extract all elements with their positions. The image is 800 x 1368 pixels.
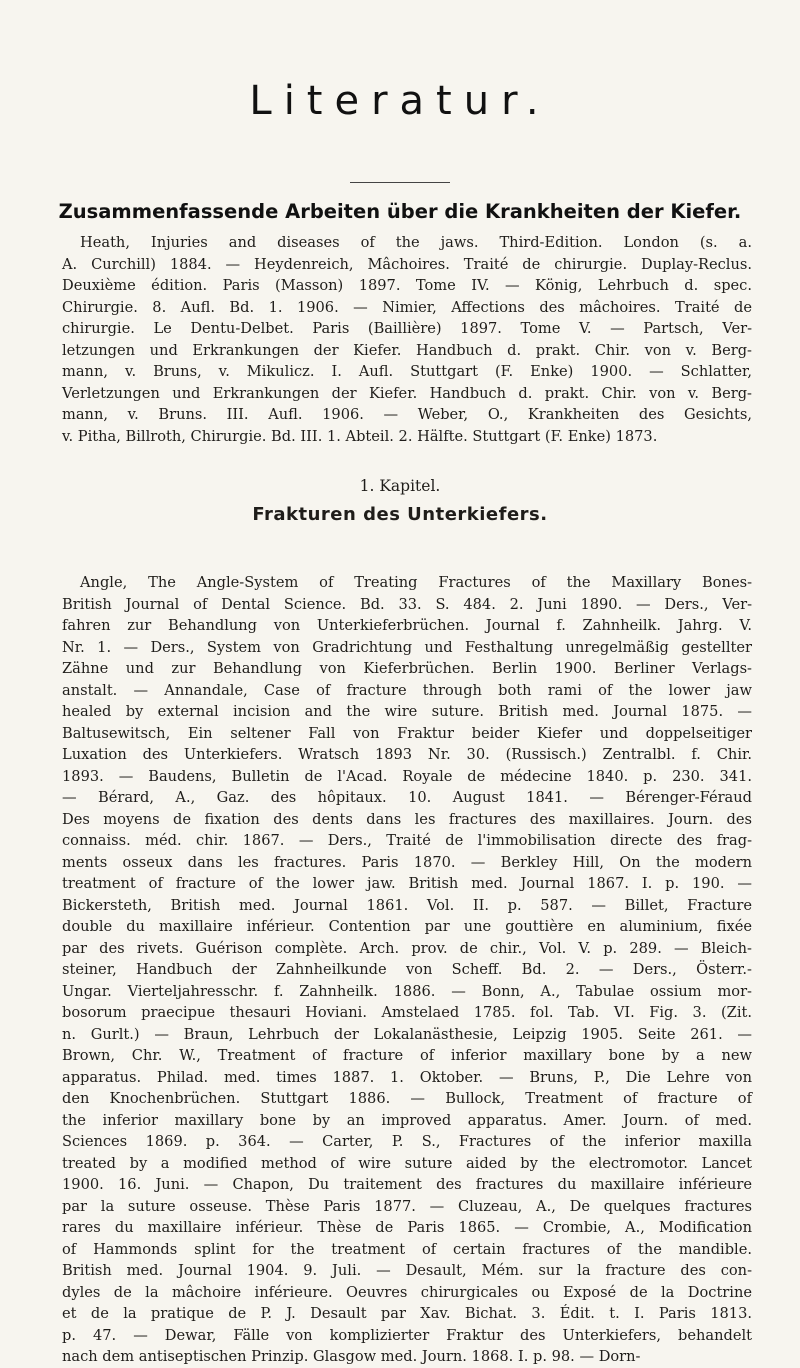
main-reference-line: of Hammonds splint for the treatment of certain fractures of the mandible. (62, 1240, 752, 1258)
main-reference-line: Bickersteth, British med. Journal 1861. Vol. II. p. 587. — Billet, Fracture (62, 896, 752, 914)
main-reference-line: Brown, Chr. W., Treatment of fracture of inferior maxillary bone by a new (62, 1047, 752, 1064)
intro-reference-line: mann, v. Bruns. III. Aufl. 1906. — Weber, O., Krankheiten des Gesichts, (62, 406, 752, 423)
main-reference-line: treatment of fracture of the lower jaw. British med. Journal 1867. I. p. 190. — (62, 875, 752, 892)
main-reference-line: Sciences 1869. p. 364. — Carter, P. S., Fractures of the inferior maxilla (62, 1133, 752, 1150)
title-divider (350, 182, 450, 183)
main-reference-line: anstalt. — Annandale, Case of fracture through both rami of the lower jaw (62, 681, 752, 699)
main-reference-line: healed by external incision and the wire suture. British med. Journal 1875. — (62, 703, 752, 720)
intro-reference-line: Verletzungen und Erkrankungen der Kiefer. Handbuch d. prakt. Chir. von v. Berg- (62, 384, 752, 402)
chapter-title: Frakturen des Unterkiefers. (252, 504, 548, 525)
main-reference-line: fahren zur Behandlung von Unterkieferbrüchen. Journal f. Zahnheilk. Jahrg. V. (62, 617, 752, 634)
main-reference-line: Luxation des Unterkiefers. Wratsch 1893 Nr. 30. (Russisch.) Zentralbl. f. Chir. (62, 746, 752, 763)
intro-reference-line: mann, v. Bruns, v. Mikulicz. I. Aufl. Stuttgart (F. Enke) 1900. — Schlatter, (62, 363, 752, 380)
main-reference-line: Zähne und zur Behandlung von Kieferbrüchen. Berlin 1900. Berliner Verlags- (62, 660, 752, 677)
main-reference-line: Nr. 1. — Ders., System von Gradrichtung und Festhaltung unregelmäßig gestellter (62, 638, 752, 656)
main-reference-line: ments osseux dans les fractures. Paris 1870. — Berkley Hill, On the modern (62, 853, 752, 871)
main-reference-line: nach dem antiseptischen Prinzip. Glasgow med. Journ. 1868. I. p. 98. — Dorn- (62, 1348, 641, 1365)
main-reference-line: steiner, Handbuch der Zahnheilkunde von Scheff. Bd. 2. — Ders., Österr.- (62, 961, 752, 978)
main-reference-line: Baltusewitsch, Ein seltener Fall von Fraktur beider Kiefer und doppelseitiger (62, 724, 752, 742)
main-reference-line: British Journal of Dental Science. Bd. 33. S. 484. 2. Juni 1890. — Ders., Ver- (62, 595, 752, 613)
intro-reference-line: letzungen und Erkrankungen der Kiefer. Handbuch d. prakt. Chir. von v. Berg- (62, 341, 752, 359)
main-reference-line: Angle, The Angle-System of Treating Fractures of the Maxillary Bones- (80, 574, 752, 591)
intro-reference-line: v. Pitha, Billroth, Chirurgie. Bd. III. 1. Abteil. 2. Hälfte. Stuttgart (F. Enke) 1873. (62, 427, 658, 445)
intro-reference-line: Deuxième édition. Paris (Masson) 1897. Tome IV. — König, Lehrbuch d. spec. (62, 277, 752, 294)
main-reference-line: double du maxillaire inférieur. Contention par une gouttière en aluminium, fixée (62, 918, 752, 935)
intro-reference-line: A. Curchill) 1884. — Heydenreich, Mâchoires. Traité de chirurgie. Duplay-Reclus. (62, 255, 752, 273)
main-reference-line: den Knochenbrüchen. Stuttgart 1886. — Bullock, Treatment of fracture of (62, 1090, 752, 1107)
main-reference-line: — Bérard, A., Gaz. des hôpitaux. 10. August 1841. — Bérenger-Féraud (62, 789, 752, 806)
page-title: Literatur. (249, 78, 551, 124)
section-heading: Zusammenfassende Arbeiten über die Krankheiten der Kiefer. (58, 200, 742, 223)
main-reference-line: Des moyens de fixation des dents dans les fractures des maxillaires. Journ. des (62, 810, 752, 828)
intro-reference-line: Heath, Injuries and diseases of the jaws. Third-Edition. London (s. a. (80, 234, 752, 251)
main-reference-line: rares du maxillaire inférieur. Thèse de Paris 1865. — Crombie, A., Modification (62, 1219, 752, 1236)
main-reference-line: n. Gurlt.) — Braun, Lehrbuch der Lokalanästhesie, Leipzig 1905. Seite 261. — (62, 1025, 752, 1043)
main-reference-line: British med. Journal 1904. 9. Juli. — Desault, Mém. sur la fracture des con- (62, 1262, 752, 1279)
intro-references (62, 232, 752, 447)
main-reference-line: p. 47. — Dewar, Fälle von komplizierter Fraktur des Unterkiefers, behandelt (62, 1326, 752, 1344)
main-reference-line: apparatus. Philad. med. times 1887. 1. Oktober. — Bruns, P., Die Lehre von (62, 1068, 752, 1086)
main-reference-line: bosorum praecipue thesauri Hoviani. Amstelaed 1785. fol. Tab. VI. Fig. 3. (Zit. (62, 1004, 752, 1021)
main-reference-line: dyles de la mâchoire inférieure. Oeuvres chirurgicales ou Exposé de la Doctrine (62, 1283, 752, 1301)
intro-reference-line: Chirurgie. 8. Aufl. Bd. 1. 1906. — Nimier, Affections des mâchoires. Traité de (62, 298, 752, 316)
main-reference-line: Ungar. Vierteljahresschr. f. Zahnheilk. 1886. — Bonn, A., Tabulae ossium mor- (62, 982, 752, 1000)
main-reference-line: 1893. — Baudens, Bulletin de l'Acad. Royale de médecine 1840. p. 230. 341. (62, 767, 752, 785)
main-reference-line: et de la pratique de P. J. Desault par Xav. Bichat. 3. Édit. t. I. Paris 1813. (62, 1305, 752, 1322)
main-reference-line: par la suture osseuse. Thèse Paris 1877. — Cluzeau, A., De quelques fractures (62, 1197, 752, 1215)
main-reference-line: the inferior maxillary bone by an improved apparatus. Amer. Journ. of med. (62, 1111, 752, 1129)
main-reference-line: par des rivets. Guérison complète. Arch. prov. de chir., Vol. V. p. 289. — Bleich- (62, 939, 752, 957)
main-references (62, 572, 752, 1368)
main-reference-line: treated by a modified method of wire suture aided by the electromotor. Lancet (62, 1154, 752, 1172)
intro-reference-line: chirurgie. Le Dentu-Delbet. Paris (Baillière) 1897. Tome V. — Partsch, Ver- (62, 320, 752, 337)
main-reference-line: 1900. 16. Juni. — Chapon, Du traitement des fractures du maxillaire inférieure (62, 1176, 752, 1193)
chapter-number: 1. Kapitel. (359, 477, 441, 495)
main-reference-line: connaiss. méd. chir. 1867. — Ders., Traité de l'immobilisation directe des frag- (62, 832, 752, 849)
